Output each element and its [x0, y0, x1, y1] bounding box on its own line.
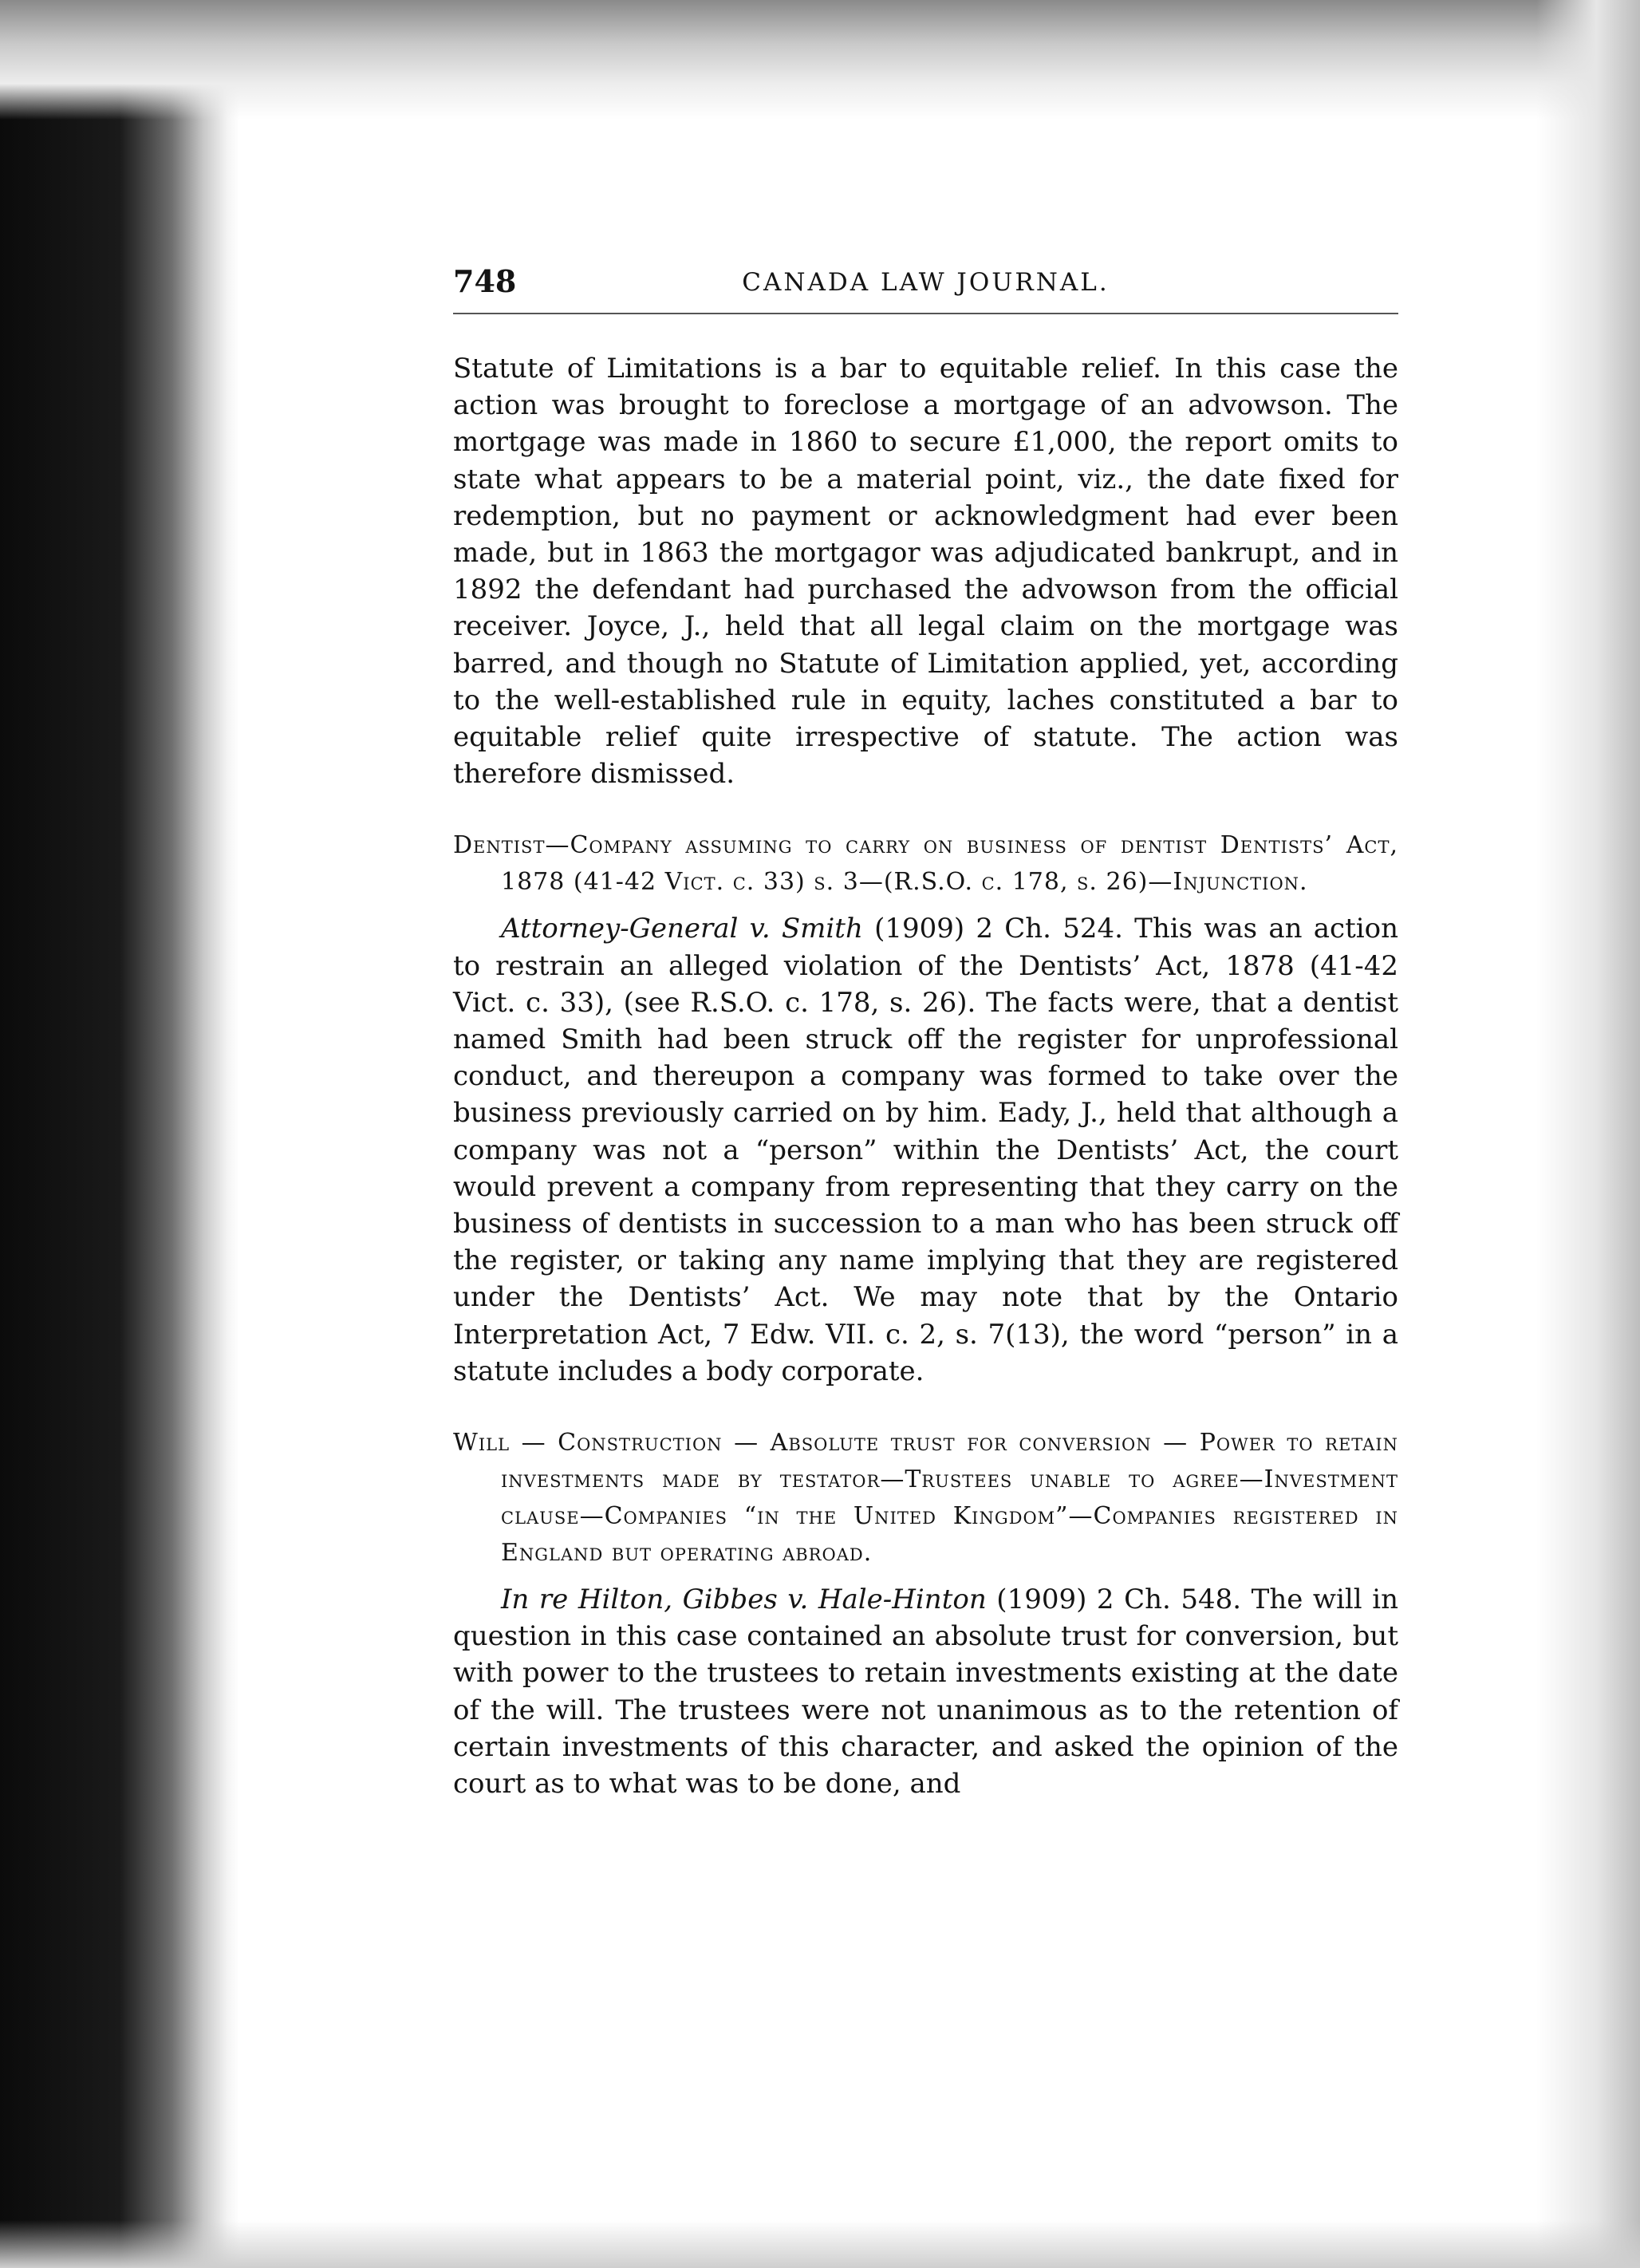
- journal-page: [453, 263, 1398, 1802]
- scan-shadow-left: [0, 0, 239, 2268]
- case-name: In re Hilton, Gibbes v. Hale-Hinton: [501, 1584, 987, 1616]
- journal-title: CANADA LAW JOURNAL.: [742, 268, 1110, 297]
- section-heading-dentist: Dentist—Company assuming to carry on business of dentist Dentists’ Act, 1878 (41-42 Vict. c. 33) s. 3—(R.S.O. c. 178, s. 26)—Injunction.: [453, 831, 1398, 897]
- scan-shadow-top: [0, 0, 1640, 120]
- page-number: 748: [453, 263, 517, 299]
- case-paragraph-hilton: [453, 1581, 1398, 1802]
- case-name: Attorney-General v. Smith: [501, 913, 863, 945]
- case-paragraph-attorney-general: [453, 910, 1398, 1390]
- scan-shadow-right: [1536, 0, 1640, 2268]
- scan-shadow-bottom: [0, 2220, 1640, 2268]
- running-head: [453, 263, 1398, 314]
- case-text: (1909) 2 Ch. 524. This was an action to restrain an alleged violation of the Dentists’ Act, 1878 (41-42 Vict. c. 33), (see R.S.O. c. 178, s. 26). The facts were, that a dentist named Smith had been struck off the register for unprofessional conduct, and thereupon a company was formed to take over the business previously carried on by him. Eady, J., held that although a company was not a “person” within the Dentists’ Act, the court would prevent a company from representing that they carry on the business of dentists in succession to a man who has been struck off the register, or taking any name implying that they are registered under the Dentists’ Act. We may note that by the Ontario Interpretation Act, 7 Edw. VII. c. 2, s. 7(13), the word “person” in a statute includes a body corporate.: [453, 913, 1398, 1387]
- section-heading-will: Will — Construction — Absolute trust for conversion — Power to retain investments made by testator—Trustees unable to agree—Investment clause—Companies “in the United Kingdom”—Companies registered in England but operating abroad.: [453, 1429, 1398, 1568]
- case-text: (1909) 2 Ch. 548. The will in question in this case contained an absolute trust for conversion, but with power to the trustees to retain investments existing at the date of the will. The trustees were not unanimous as to the retention of certain investments of this character, and asked the opinion of the court as to what was to be done, and: [453, 1584, 1398, 1801]
- continued-paragraph: Statute of Limitations is a bar to equitable relief. In this case the action was brought to foreclose a mortgage of an advowson. The mortgage was made in 1860 to secure £1,000, the report omits to state what appears to be a material point, viz., the date fixed for redemption, but no payment or acknowledgment had ever been made, but in 1863 the mortgagor was adjudicated bankrupt, and in 1892 the defendant had purchased the advowson from the official receiver. Joyce, J., held that all legal claim on the mortgage was barred, and though no Statute of Limitation applied, yet, according to the well-established rule in equity, laches constituted a bar to equitable relief quite irrespective of statute. The action was therefore dismissed.: [453, 353, 1398, 791]
